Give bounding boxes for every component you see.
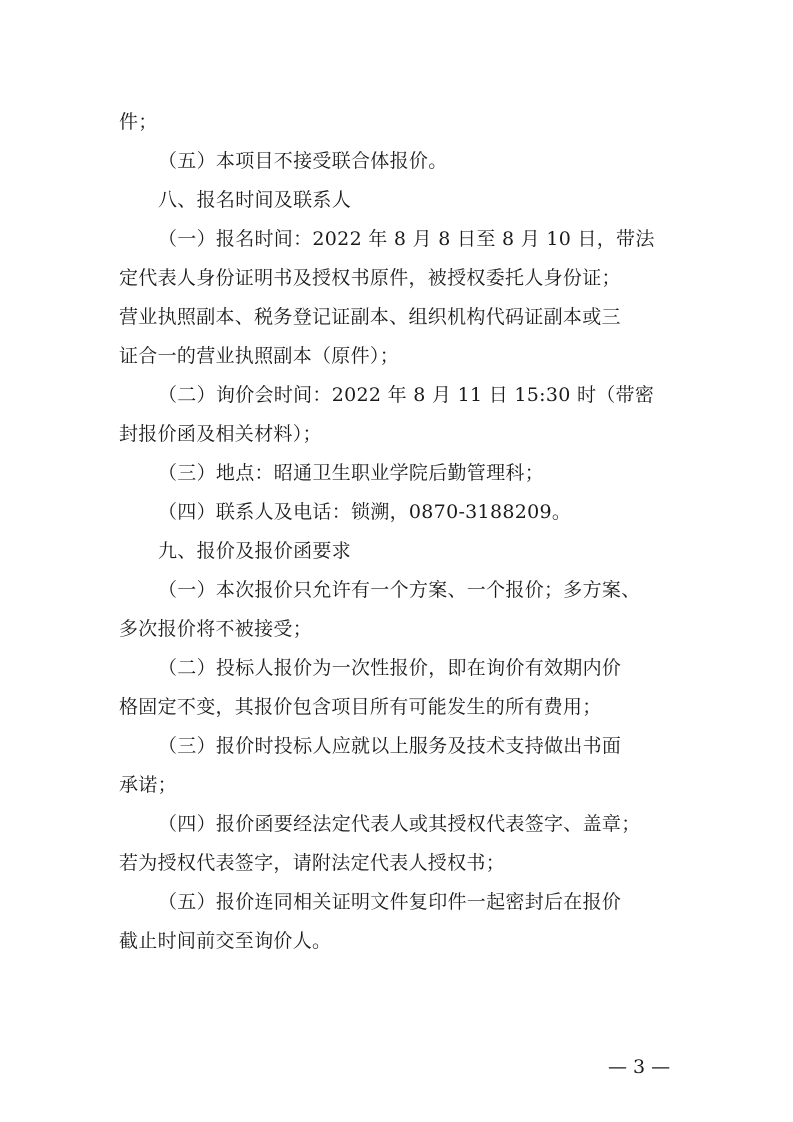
text-line: （一）报名时间：2022 年 8 月 8 日至 8 月 10 日，带法 bbox=[158, 228, 655, 250]
text-line: 封报价函及相关材料）； bbox=[119, 423, 322, 445]
document-body bbox=[119, 103, 673, 961]
text-line: （二）询价会时间：2022 年 8 月 11 日 15:30 时（带密 bbox=[158, 384, 655, 406]
text-line: 营业执照副本、税务登记证副本、组织机构代码证副本或三 bbox=[119, 306, 621, 328]
text-line: （三）地点：昭通卫生职业学院后勤管理科； bbox=[158, 462, 545, 484]
text-line: （四）报价函要经法定代表人或其授权代表签字、盖章； bbox=[158, 813, 641, 835]
text-line: 件； bbox=[119, 111, 158, 133]
text-line: 多次报价将不被接受； bbox=[119, 618, 313, 640]
text-line: （五）报价连同相关证明文件复印件一起密封后在报价 bbox=[158, 891, 622, 913]
section-heading: 八、报名时间及联系人 bbox=[158, 189, 352, 211]
text-line: （五）本项目不接受联合体报价。 bbox=[158, 150, 448, 172]
text-line: 定代表人身份证明书及授权书原件，被授权委托人身份证； bbox=[119, 267, 621, 289]
text-line: （二）投标人报价为一次性报价，即在询价有效期内价 bbox=[158, 657, 622, 679]
text-line: 格固定不变，其报价包含项目所有可能发生的所有费用； bbox=[119, 696, 602, 718]
section-heading: 九、报价及报价函要求 bbox=[158, 540, 352, 562]
text-line: （四）联系人及电话：锁溯，0870-3188209。 bbox=[158, 501, 572, 523]
text-line: 承诺； bbox=[119, 774, 177, 796]
text-line: 截止时间前交至询价人。 bbox=[119, 930, 332, 952]
text-line: 若为授权代表签字，请附法定代表人授权书； bbox=[119, 852, 506, 874]
text-line: （一）本次报价只允许有一个方案、一个报价；多方案、 bbox=[158, 579, 641, 601]
page-number: — 3 — bbox=[608, 1056, 671, 1078]
text-line: 证合一的营业执照副本（原件）； bbox=[119, 345, 400, 367]
text-line: （三）报价时投标人应就以上服务及技术支持做出书面 bbox=[158, 735, 622, 757]
